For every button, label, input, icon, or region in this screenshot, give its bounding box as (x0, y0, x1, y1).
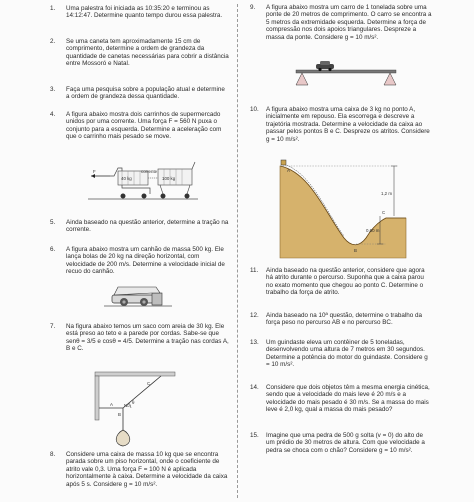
question-number: 14. (250, 384, 259, 391)
rope-c-label: C (147, 381, 151, 386)
question-number: 12. (250, 312, 259, 319)
question-number: 9. (250, 4, 256, 11)
question-7 (50, 323, 230, 359)
question-text: A figura abaixo mostra um carro de 1 tonelada sobre uma ponte de 20 metros de comprimento. O carro se encontra a 5 metros da extremidade esquerda. Determine a força de compressão nos dois apoios triangulares. Despreze a massa da ponte. Considere g = 10 m/s². (266, 4, 432, 41)
point-c-label: C (382, 210, 386, 215)
bridge-figure (292, 58, 400, 86)
question-13 (250, 339, 432, 375)
question-text: Ainda baseado na 10ª questão, determine o trabalho da força peso no percurso AB e no percurso BC. (266, 312, 423, 327)
question-number: 2. (50, 38, 56, 45)
question-11 (250, 267, 432, 305)
question-text: A figura abaixo mostra um canhão de massa 500 kg. Ele lança bolas de 20 kg na direção horizontal, com velocidade de 200 m/s. Determine a velocidade inicial de recuo do canhão. (66, 246, 225, 276)
column-divider (237, 4, 239, 498)
question-2 (50, 38, 230, 74)
rope-a-label: A (110, 402, 113, 407)
rope-b-label: B (118, 412, 121, 417)
question-number: 5. (50, 219, 56, 226)
question-number: 15. (250, 432, 259, 439)
height-1-label: 1,2 m (381, 191, 392, 196)
question-text: A figura abaixo mostra uma caixa de 3 kg no ponto A, inicialmente em repouso. Ela escorrega e descreve a trajetória mostrada. Determine a velocidade da caixa ao passar pelos pontos B e C. Despreze os atritos. Considere g = 10 m/s². (266, 106, 430, 143)
question-4 (50, 111, 230, 147)
question-number: 8. (50, 451, 56, 458)
question-text: Imagine que uma pedra de 500 g solta (v = 0) do alto de um prédio de 30 metros de altura. Com que velocidade a pedra se choca com o chão? Considere g = 10 m/s². (266, 432, 425, 454)
question-number: 1. (50, 5, 56, 12)
question-3 (50, 86, 230, 102)
question-text: Considere uma caixa de massa 10 kg que se encontra parada sobre um piso horizontal, onde o coeficiente de atrito vale 0,3. Uma força F = 100 N é aplicada horizontalmente à caixa. Determine a velocidade da caixa após 5 s. Considere g = 10 m/s². (66, 451, 228, 488)
question-number: 6. (50, 246, 56, 253)
question-number: 11. (250, 267, 259, 274)
force-label: F (93, 169, 96, 174)
angle-label: θ (132, 400, 135, 405)
question-number: 10. (250, 106, 259, 113)
point-b-label: B (354, 248, 357, 253)
question-text: Faça uma pesquisa sobre a população atual e determine a ordem de grandeza dessa quantidade. (66, 86, 225, 101)
question-6 (50, 246, 230, 282)
question-12 (250, 312, 432, 330)
height-2-label: 0,60 m (366, 228, 380, 233)
question-number: 4. (50, 111, 56, 118)
question-1 (50, 5, 230, 29)
question-text: Se uma caneta tem aproximadamente 15 cm de comprimento, determine a ordem de grandeza da quantidade de canetas necessárias para cobrir a distância entre Mossoró e Natal. (66, 38, 229, 68)
question-text: A figura abaixo mostra dois carrinhos de supermercado unidos por uma corrente. Uma força F = 560 N puxa o conjunto para a esquerda. Determine a aceleração com que o carrinho mais pesado se move. (66, 111, 222, 141)
mass-light-label: 40 kg (121, 176, 132, 181)
mass-heavy-label: 100 kg (162, 176, 176, 181)
question-text: Na figura abaixo temos um saco com areia de 30 kg. Ele está preso ao teto e a parede por cordas. Sabe-se que senθ = 3/5 e cosθ = 4/5. Determine a tração nas cordas A, B e C. (66, 323, 229, 353)
question-14 (250, 384, 432, 422)
question-text: Uma palestra foi iniciada as 10:35:20 e terminou as 14:12:47. Determine quanto tempo durou essa palestra. (66, 5, 223, 20)
point-a-label: A (287, 168, 290, 173)
question-text: Um guindaste eleva um contêiner de 5 toneladas, desenvolvendo uma altura de 7 metros em 30 segundos. Determine a potência do motor do guindaste. Considere g = 10 m/s². (266, 339, 428, 369)
chain-label: corrente (141, 169, 158, 174)
cannon-figure (104, 283, 172, 311)
node-label: Nó (124, 403, 130, 408)
carts-figure (88, 150, 198, 206)
question-9 (250, 4, 432, 50)
question-5 (50, 219, 230, 235)
question-10 (250, 106, 432, 152)
question-8 (50, 451, 230, 497)
question-text: Considere que dois objetos têm a mesma energia cinética, sendo que a velocidade do mais leve é 20 m/s e a velocidade do mais pesado é 30 m/s. Se a massa do mais leve é 2,0 kg, qual a massa do mais pesado? (266, 384, 430, 414)
question-text: Ainda baseado na questão anterior, determine a tração na corrente. (66, 219, 229, 234)
question-15 (250, 432, 432, 470)
question-number: 3. (50, 86, 56, 93)
sandbag-figure (95, 372, 175, 448)
ramp-figure (280, 158, 406, 258)
question-text: Ainda baseado na questão anterior, considere que agora há atrito durante o percurso. Suponha que a caixa parou no exato momento que chegou ao ponto C. Determine o trabalho da força de atrito. (266, 267, 425, 297)
question-number: 7. (50, 323, 56, 330)
question-number: 13. (250, 339, 259, 346)
